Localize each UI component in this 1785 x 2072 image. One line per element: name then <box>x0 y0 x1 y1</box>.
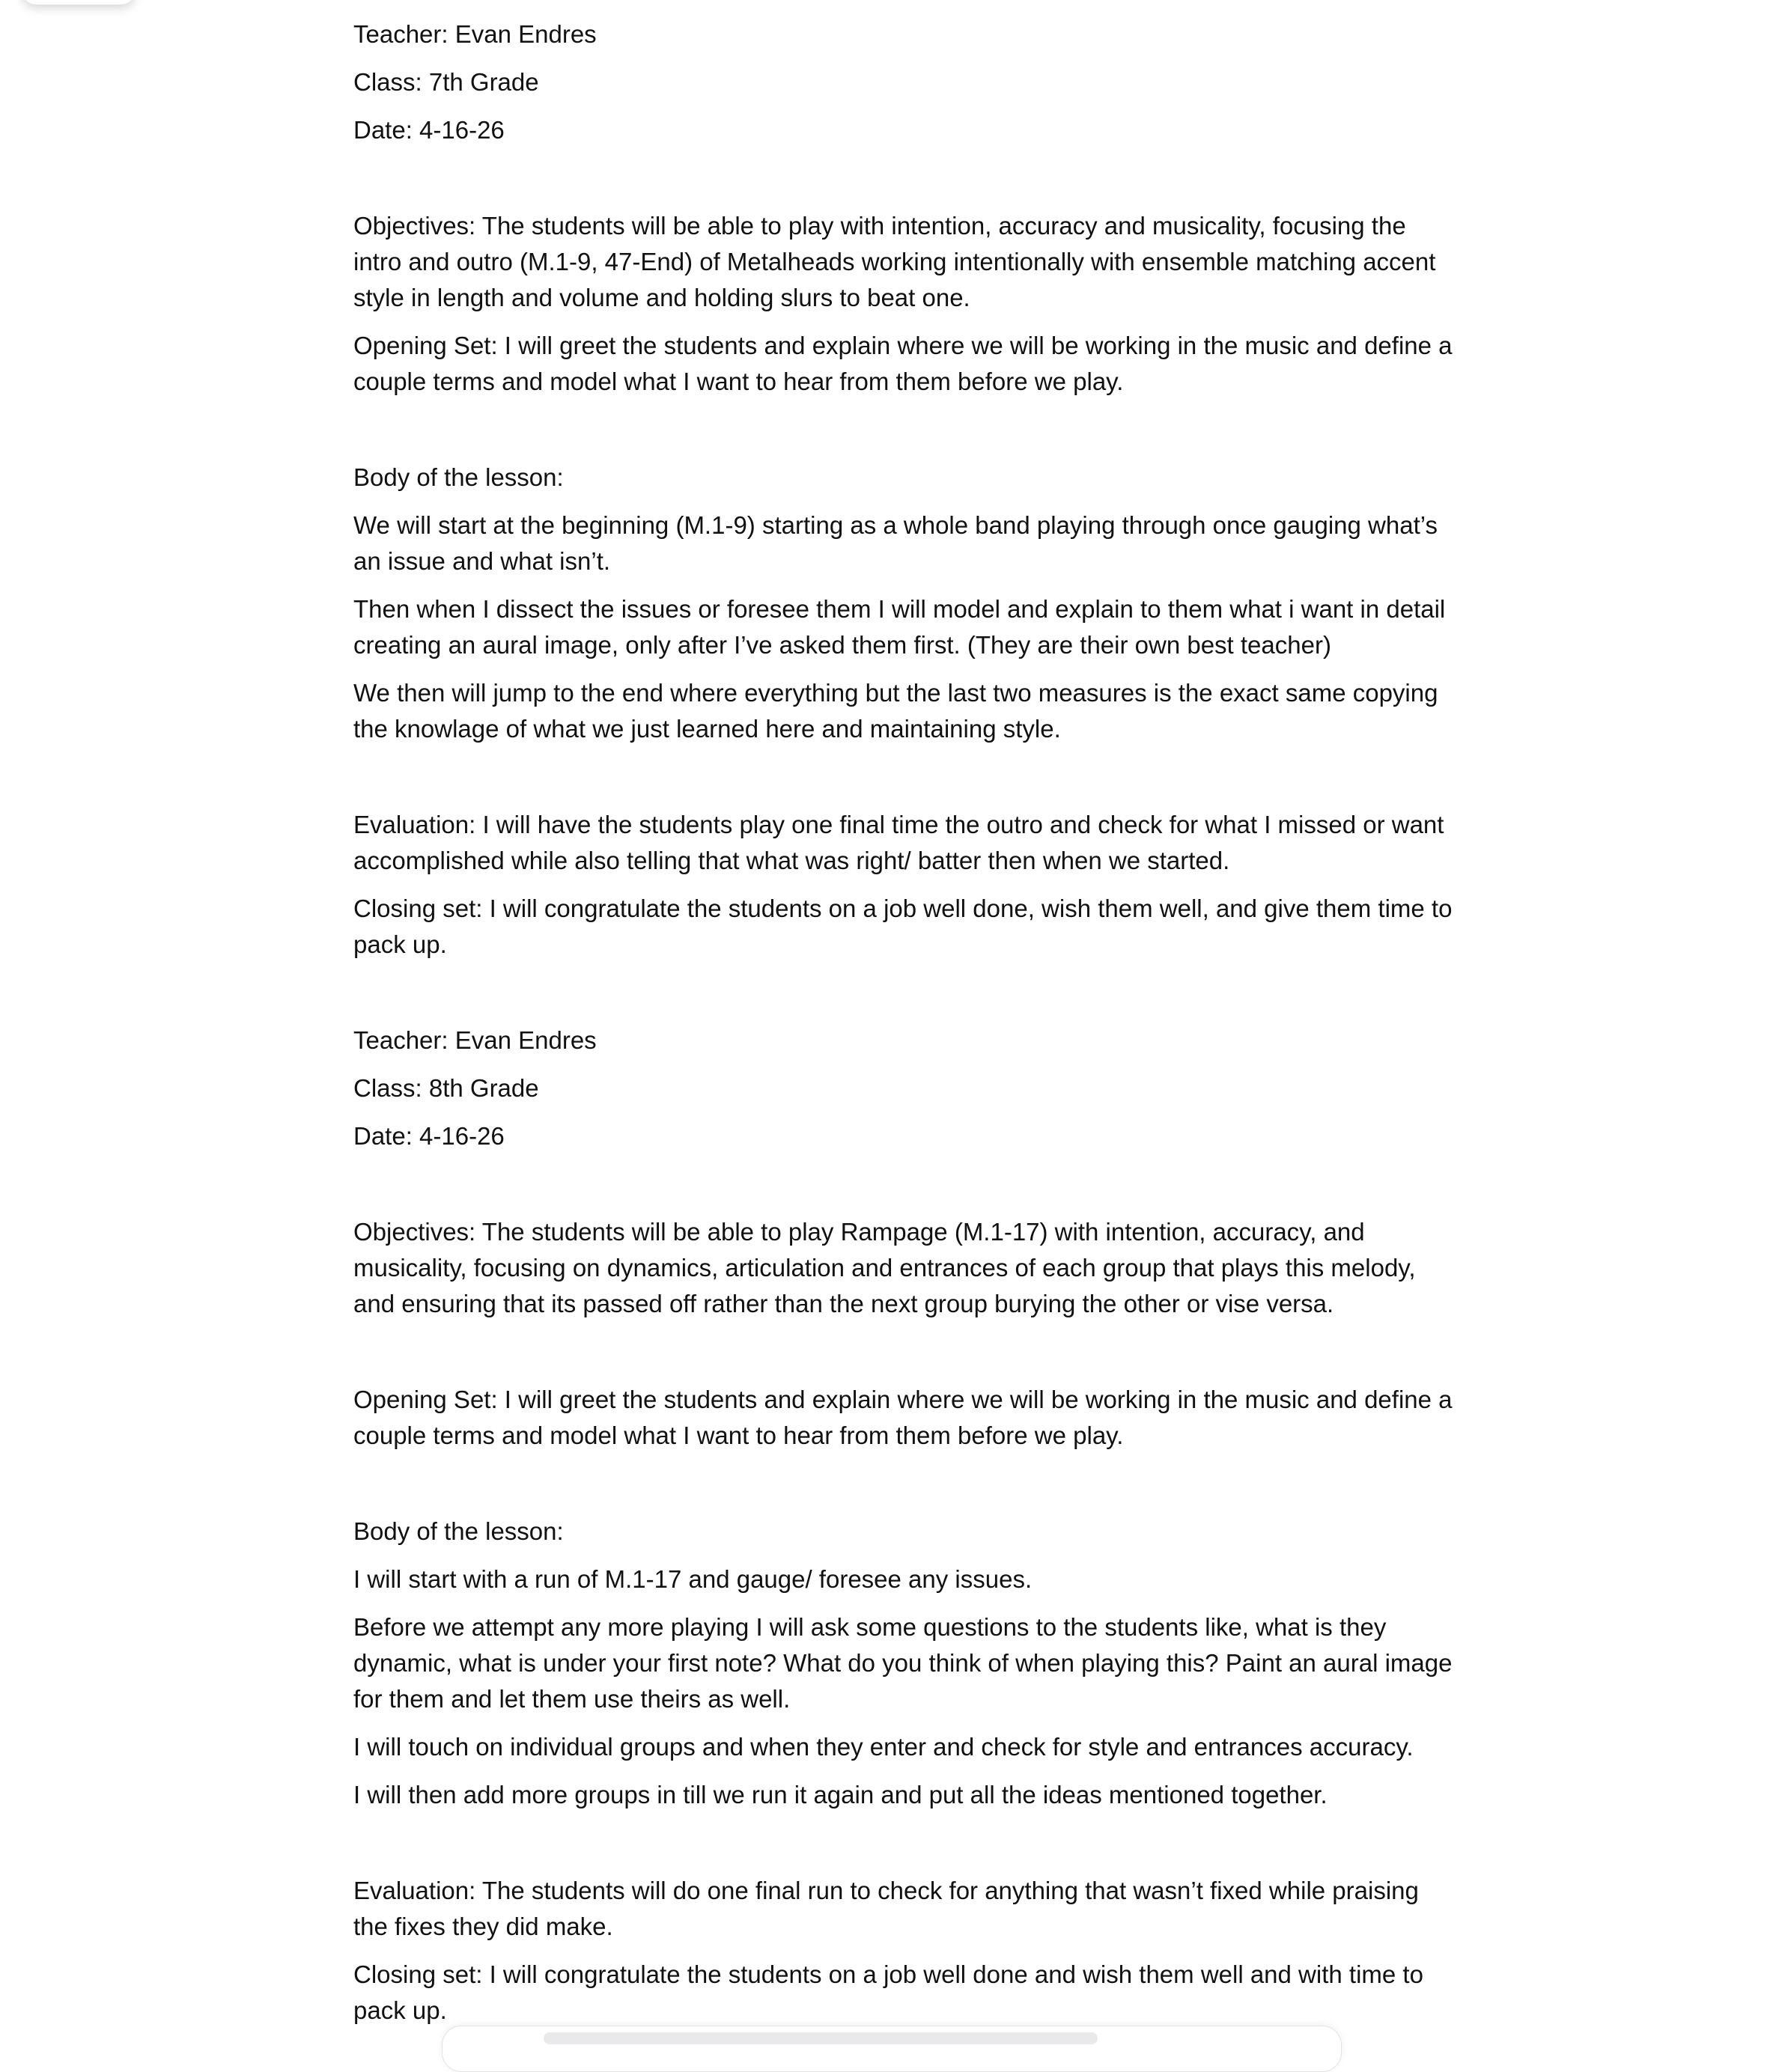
opening-set-paragraph: Opening Set: I will greet the students and explain where we will be working in the music and define a couple terms and model what I want to hear from them before we play. <box>353 1386 1453 1449</box>
spacer <box>353 160 1454 208</box>
body-paragraph: Then when I dissect the issues or foresee them I will model and explain to them what i want in detail creating an aural image, only after I’ve asked them first. (They are their own best teacher) <box>353 595 1446 659</box>
body-paragraph: Before we attempt any more playing I will ask some questions to the students like, what is they dynamic, what is under your first note? What do you think of when playing this? Paint an aural image for them and let them use theirs as well. <box>353 1613 1453 1713</box>
body-heading: Body of the lesson: <box>353 1517 564 1545</box>
document-body <box>353 16 1454 2041</box>
date-line: Date: 4-16-26 <box>353 1122 505 1150</box>
body-paragraph: I will touch on individual groups and when they enter and check for style and entrances accuracy. <box>353 1733 1414 1761</box>
body-heading: Body of the lesson: <box>353 463 564 491</box>
class-line: Class: 7th Grade <box>353 68 539 96</box>
class-line: Class: 8th Grade <box>353 1074 539 1102</box>
closing-set-paragraph: Closing set: I will congratulate the students on a job well done and wish them well and with time to pack up. <box>353 1960 1423 2024</box>
body-paragraph: I will start with a run of M.1-17 and gauge/ foresee any issues. <box>353 1565 1033 1593</box>
spacer <box>353 1166 1454 1214</box>
spacer <box>353 975 1454 1023</box>
evaluation-paragraph: Evaluation: I will have the students play one final time the outro and check for what I missed or want accomplished while also telling that what was right/ batter then when we started. <box>353 811 1444 874</box>
spacer <box>353 1466 1454 1514</box>
objectives-paragraph: Objectives: The students will be able to play Rampage (M.1-17) with intention, accuracy, and musicality, focusing on dynamics, articulation and entrances of each group that plays this melody, and ensuring that its passed off rather than the next group burying the other or vise versa. <box>353 1218 1416 1317</box>
body-paragraph: We then will jump to the end where everything but the last two measures is the exact same copying the knowlage of what we just learned here and maintaining style. <box>353 679 1438 743</box>
teacher-line: Teacher: Evan Endres <box>353 1026 597 1054</box>
date-line: Date: 4-16-26 <box>353 116 505 144</box>
body-paragraph: We will start at the beginning (M.1-9) starting as a whole band playing through once gauging what’s an issue and what isn’t. <box>353 511 1438 575</box>
top-left-floating-button[interactable] <box>22 0 135 4</box>
spacer <box>353 759 1454 807</box>
spacer <box>353 1825 1454 1873</box>
objectives-paragraph: Objectives: The students will be able to play with intention, accuracy and musicality, focusing the intro and outro (M.1-9, 47-End) of Metalheads working intentionally with ensemble matching accent style in length and volume and holding slurs to beat one. <box>353 212 1436 311</box>
toolbar-handle[interactable] <box>544 2032 1098 2044</box>
closing-set-paragraph: Closing set: I will congratulate the students on a job well done, wish them well, and give them time to pack up. <box>353 895 1453 958</box>
body-paragraph: I will then add more groups in till we run it again and put all the ideas mentioned together. <box>353 1781 1328 1809</box>
bottom-toolbar[interactable] <box>442 2026 1342 2072</box>
teacher-line: Teacher: Evan Endres <box>353 20 597 48</box>
spacer <box>353 412 1454 460</box>
evaluation-paragraph: Evaluation: The students will do one final run to check for anything that wasn’t fixed while praising the fixes they did make. <box>353 1877 1419 1940</box>
opening-set-paragraph: Opening Set: I will greet the students and explain where we will be working in the music and define a couple terms and model what I want to hear from them before we play. <box>353 332 1453 395</box>
spacer <box>353 1334 1454 1382</box>
